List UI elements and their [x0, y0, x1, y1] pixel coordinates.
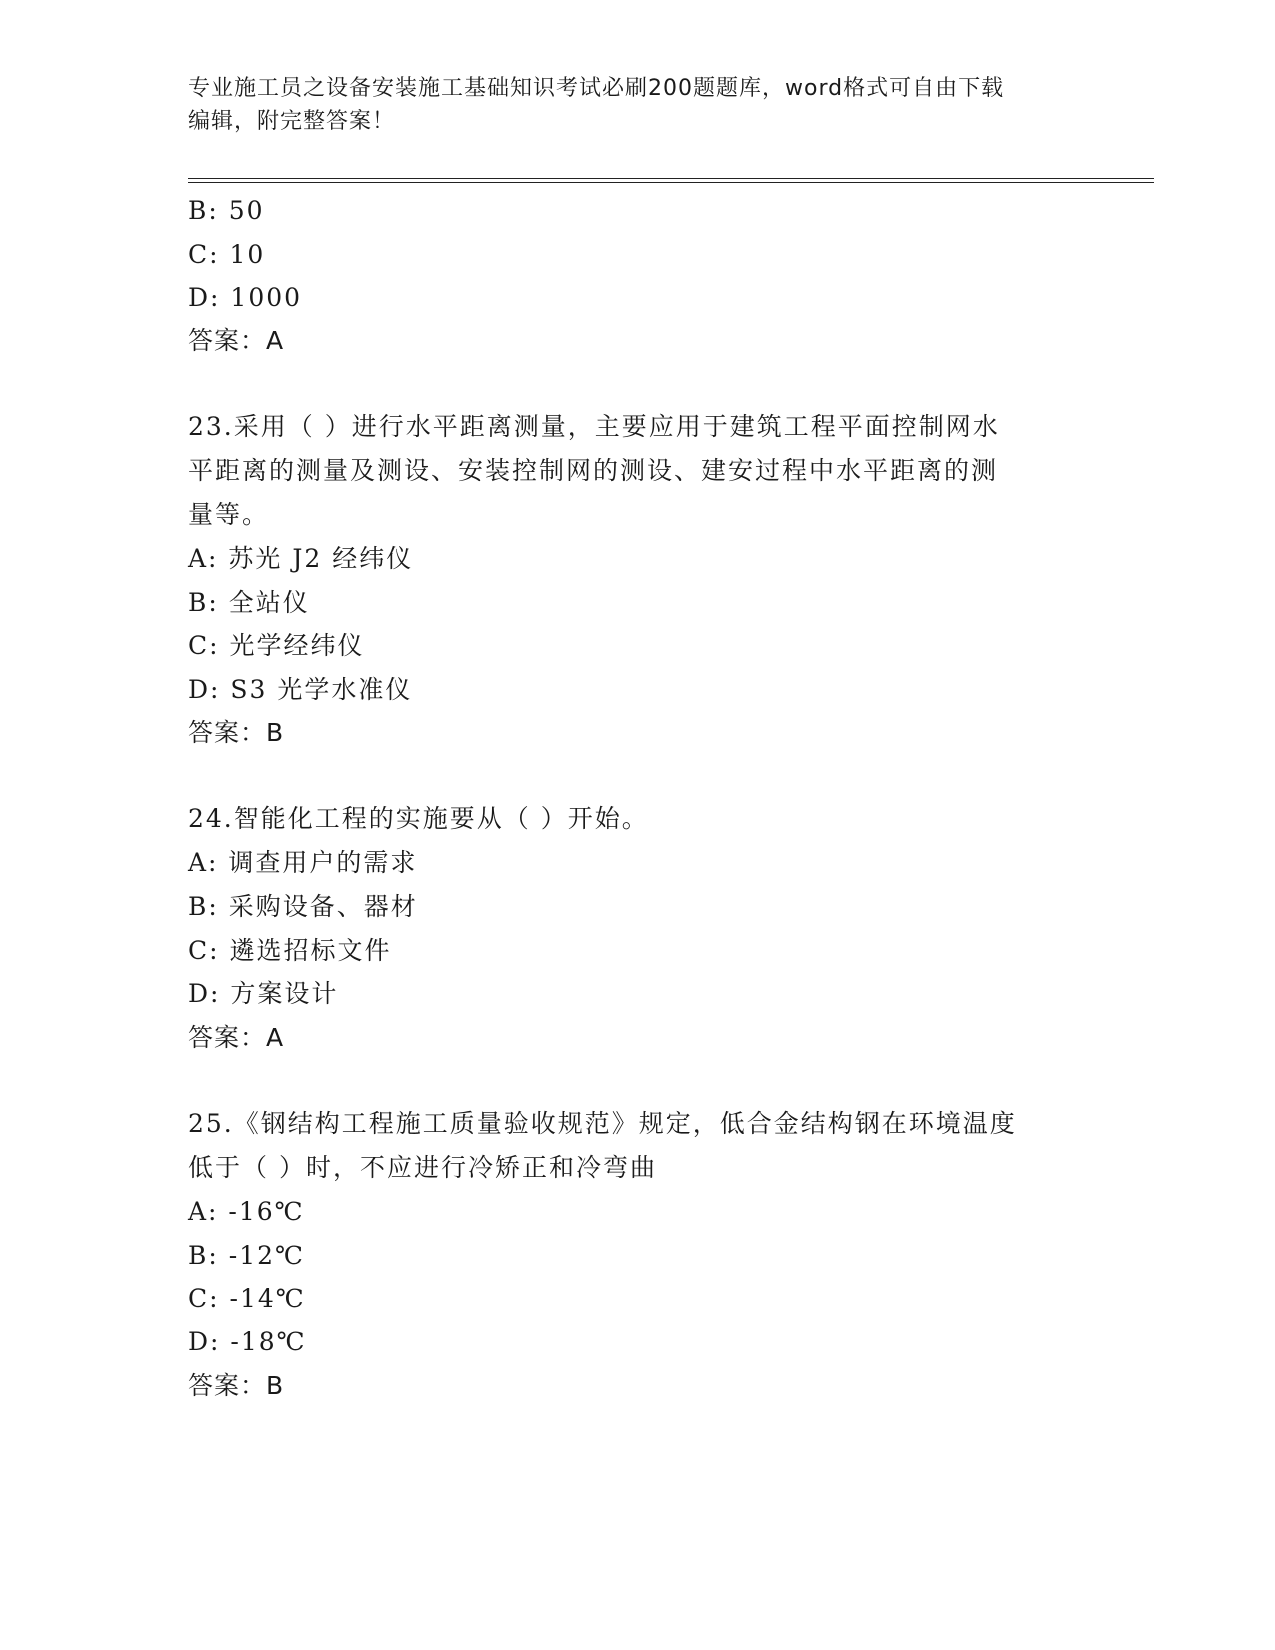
q25-option-b: B: -12℃	[188, 1241, 305, 1270]
q22-option-d: D: 1000	[188, 283, 303, 312]
header-line-1: 专业施工员之设备安装施工基础知识考试必刷200题题库，word格式可自由下载	[188, 76, 1005, 101]
q22-option-b: B: 50	[188, 196, 265, 225]
q23-option-c: C: 光学经纬仪	[188, 631, 365, 660]
q24-option-d: D: 方案设计	[188, 979, 339, 1008]
q25-answer: 答案：B	[188, 1371, 285, 1400]
q22-option-c: C: 10	[188, 240, 266, 269]
header-line-2: 编辑，附完整答案！	[188, 109, 396, 134]
q24-stem-line-1: 24.智能化工程的实施要从（ ）开始。	[188, 804, 649, 833]
q23-answer: 答案：B	[188, 718, 285, 747]
header-divider-bottom	[188, 182, 1154, 183]
header-divider-top	[188, 178, 1154, 179]
q23-stem-line-2: 平距离的测量及测设、安装控制网的测设、建安过程中水平距离的测	[188, 456, 999, 485]
q22-answer: 答案：A	[188, 326, 285, 355]
q23-stem-line-1: 23.采用（ ）进行水平距离测量，主要应用于建筑工程平面控制网水	[188, 412, 1000, 441]
q23-option-d: D: S3 光学水准仪	[188, 675, 413, 704]
q25-option-c: C: -14℃	[188, 1284, 306, 1313]
q25-stem-line-1: 25.《钢结构工程施工质量验收规范》规定，低合金结构钢在环境温度	[188, 1109, 1017, 1138]
q25-option-d: D: -18℃	[188, 1327, 307, 1356]
q23-option-a: A: 苏光 J2 经纬仪	[188, 544, 414, 573]
q24-option-c: C: 遴选招标文件	[188, 936, 392, 965]
q25-option-a: A: -16℃	[188, 1197, 305, 1226]
q24-answer: 答案：A	[188, 1023, 285, 1052]
q25-stem-line-2: 低于（ ）时，不应进行冷矫正和冷弯曲	[188, 1153, 657, 1182]
q24-option-b: B: 采购设备、器材	[188, 892, 418, 921]
document-header	[188, 72, 1068, 138]
q23-stem-line-3: 量等。	[188, 500, 270, 529]
q24-option-a: A: 调查用户的需求	[188, 848, 418, 877]
q23-option-b: B: 全站仪	[188, 588, 310, 617]
